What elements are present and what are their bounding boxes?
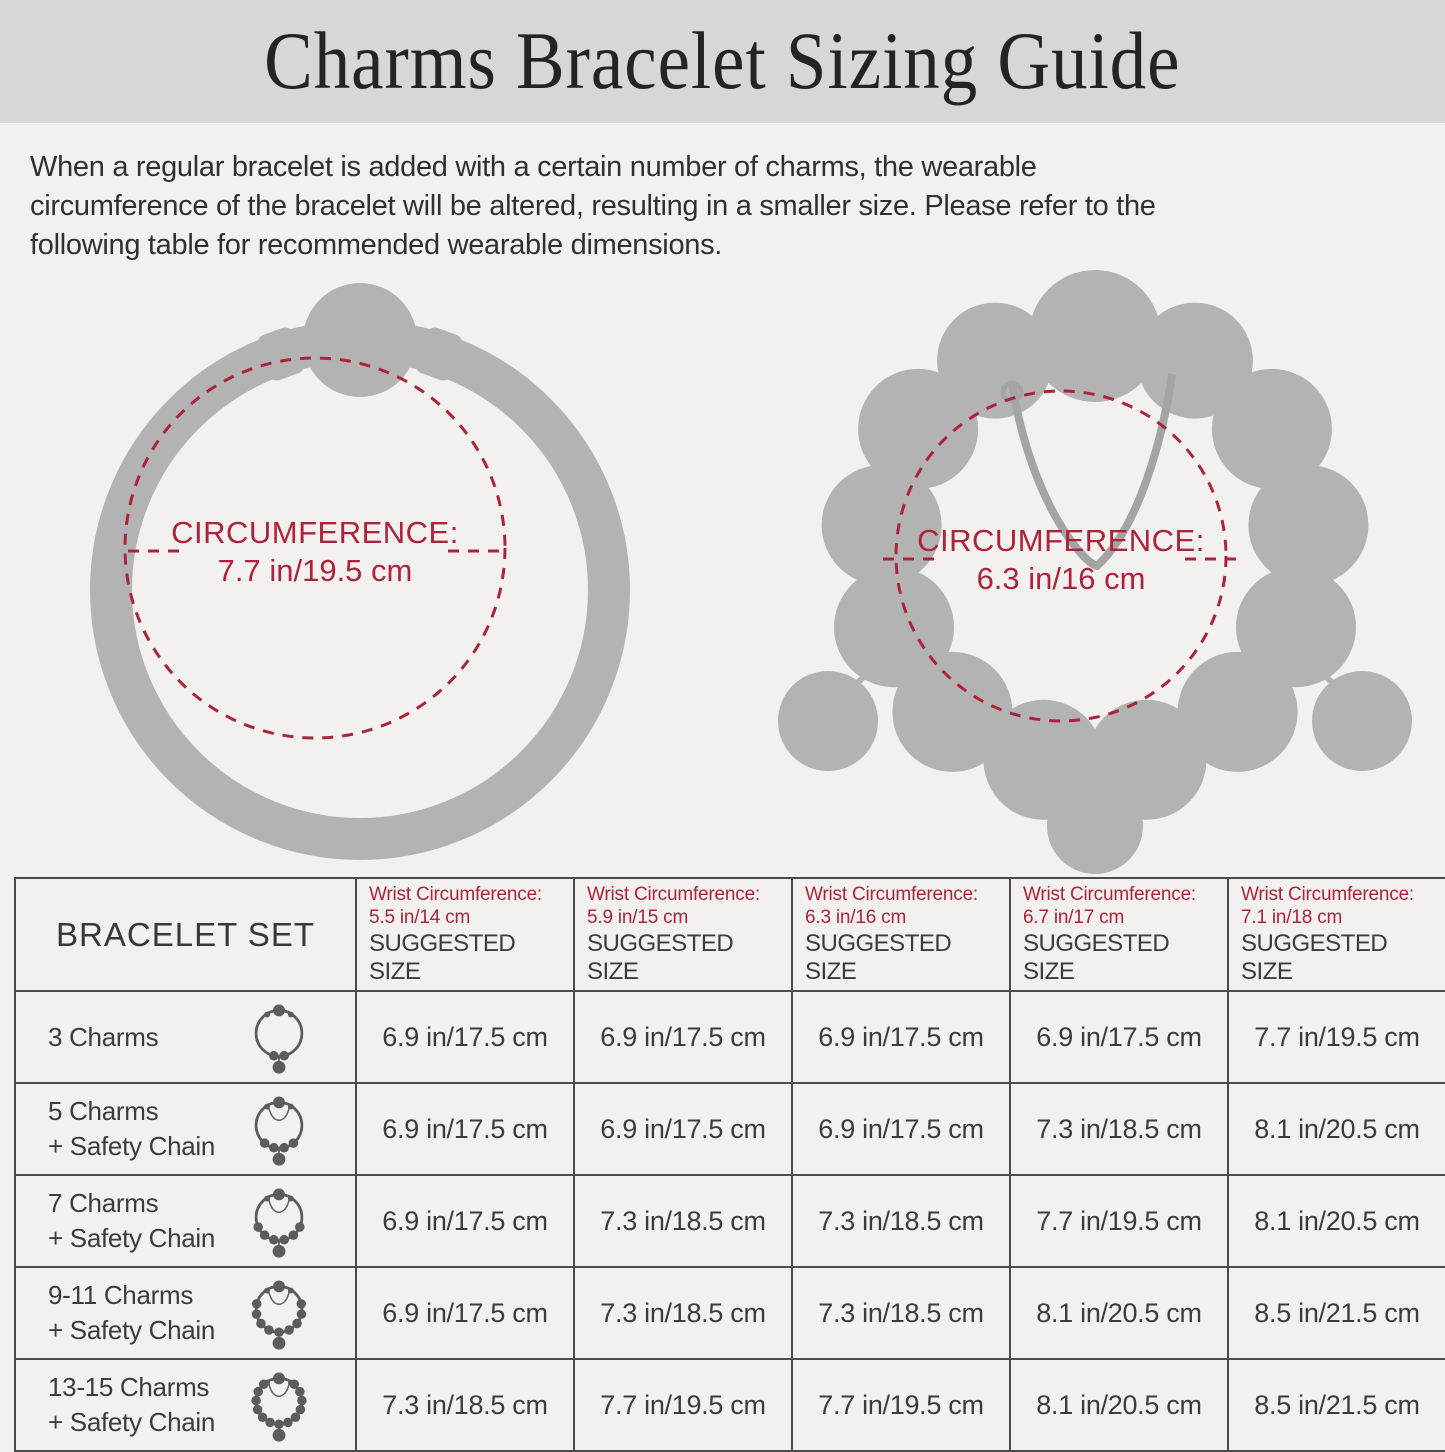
- bracelet-set-label: 5 Charms + Safety Chain: [48, 1096, 216, 1161]
- size-cell: 8.1 in/20.5 cm: [1010, 1267, 1228, 1359]
- intro-line: following table for recommended wearable dimensions.: [30, 229, 723, 261]
- header-band: [0, 0, 1445, 123]
- size-cell: 7.3 in/18.5 cm: [792, 1267, 1010, 1359]
- dangle-charm: [1047, 778, 1143, 874]
- bracelet-5-charms-safety-chain-icon: [239, 1085, 319, 1173]
- size-cell: 6.9 in/17.5 cm: [574, 991, 792, 1083]
- size-cell: 7.3 in/18.5 cm: [1010, 1083, 1228, 1175]
- size-cell: 7.3 in/18.5 cm: [574, 1267, 792, 1359]
- circumference-value: 7.7 in/19.5 cm: [217, 553, 413, 588]
- size-cell: 7.7 in/19.5 cm: [792, 1359, 1010, 1451]
- size-cell: 6.9 in/17.5 cm: [356, 1175, 574, 1267]
- bracelet-13-15-charms-safety-chain-icon: [239, 1361, 319, 1449]
- wrist-column-header: Wrist Circumference: 5.9 in/15 cm SUGGESTED SIZE: [574, 878, 792, 991]
- table-row: [15, 1359, 1445, 1451]
- bracelet-band: [111, 341, 609, 839]
- dangle-charm: [778, 671, 878, 771]
- table-header-row: [15, 878, 1445, 991]
- size-cell: 6.9 in/17.5 cm: [792, 991, 1010, 1083]
- size-cell: 7.7 in/19.5 cm: [1228, 991, 1445, 1083]
- bracelet-set-label: 13-15 Charms + Safety Chain: [48, 1372, 216, 1437]
- circumference-label: CIRCUMFERENCE:: [917, 523, 1205, 558]
- table-row: [15, 991, 1445, 1083]
- bracelet-7-charms-safety-chain-icon: [239, 1177, 319, 1265]
- bracelet-set-header: BRACELET SET: [15, 878, 356, 991]
- size-cell: 7.7 in/19.5 cm: [1010, 1175, 1228, 1267]
- table-row: [15, 1267, 1445, 1359]
- size-cell: 6.9 in/17.5 cm: [356, 1083, 574, 1175]
- size-cell: 6.9 in/17.5 cm: [1010, 991, 1228, 1083]
- size-cell: 8.1 in/20.5 cm: [1010, 1359, 1228, 1451]
- bracelet-set-label: 7 Charms + Safety Chain: [48, 1188, 216, 1253]
- size-cell: 7.3 in/18.5 cm: [792, 1175, 1010, 1267]
- size-cell: 6.9 in/17.5 cm: [574, 1083, 792, 1175]
- size-cell: 7.3 in/18.5 cm: [356, 1359, 574, 1451]
- circumference-value: 6.3 in/16 cm: [976, 561, 1146, 596]
- circumference-label: CIRCUMFERENCE:: [171, 515, 459, 550]
- bracelet-set-label: 9-11 Charms + Safety Chain: [48, 1280, 216, 1345]
- size-cell: 8.1 in/20.5 cm: [1228, 1175, 1445, 1267]
- bracelet-3-charms-icon: [239, 993, 319, 1081]
- wrist-column-header: Wrist Circumference: 7.1 in/18 cm SUGGESTED SIZE: [1228, 878, 1445, 991]
- size-cell: 8.1 in/20.5 cm: [1228, 1083, 1445, 1175]
- wrist-column-header: Wrist Circumference: 5.5 in/14 cm SUGGESTED SIZE: [356, 878, 574, 991]
- charms-bracelet-diagram: [740, 266, 1440, 876]
- intro-line: circumference of the bracelet will be altered, resulting in a smaller size. Please refer to the: [30, 190, 1156, 222]
- table-row: [15, 1083, 1445, 1175]
- intro-paragraph: [30, 148, 1430, 265]
- size-cell: 6.9 in/17.5 cm: [356, 1267, 574, 1359]
- intro-line: When a regular bracelet is added with a certain number of charms, the wearable: [30, 151, 1037, 183]
- bracelet-set-label: 3 Charms: [48, 1021, 159, 1052]
- size-cell: 6.9 in/17.5 cm: [792, 1083, 1010, 1175]
- size-cell: 8.5 in/21.5 cm: [1228, 1267, 1445, 1359]
- wrist-column-header: Wrist Circumference: 6.3 in/16 cm SUGGESTED SIZE: [792, 878, 1010, 991]
- size-cell: 7.7 in/19.5 cm: [574, 1359, 792, 1451]
- size-cell: 8.5 in/21.5 cm: [1228, 1359, 1445, 1451]
- size-cell: 6.9 in/17.5 cm: [356, 991, 574, 1083]
- table-row: [15, 1175, 1445, 1267]
- sizing-table: [14, 877, 1445, 1452]
- size-cell: 7.3 in/18.5 cm: [574, 1175, 792, 1267]
- page-title: Charms Bracelet Sizing Guide: [264, 15, 1181, 107]
- dangle-charm: [1312, 671, 1412, 771]
- plain-bracelet-diagram: [20, 275, 680, 875]
- bracelet-9-11-charms-safety-chain-icon: [239, 1269, 319, 1357]
- bracelet-clasp-bead: [303, 283, 417, 397]
- wrist-column-header: Wrist Circumference: 6.7 in/17 cm SUGGESTED SIZE: [1010, 878, 1228, 991]
